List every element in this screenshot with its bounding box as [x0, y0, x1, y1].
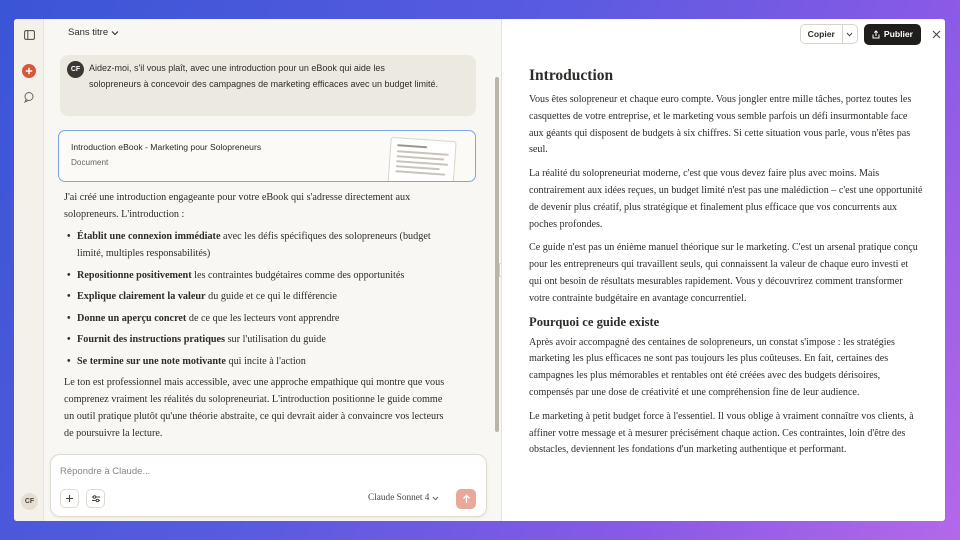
close-icon [932, 30, 941, 39]
user-message-text: Aidez-moi, s'il vous plaît, avec une introduction pour un eBook qui aide les solopreneurs à concevoir des campagnes de marketing efficaces avec un budget limité. [89, 63, 439, 89]
list-item: • Repositionne positivement les contraintes budgétaires comme des opportunités [64, 267, 449, 284]
artifact-thumbnail [387, 137, 456, 182]
chevron-down-icon [432, 496, 439, 501]
close-button[interactable] [929, 27, 943, 41]
document-paragraph: Vous êtes solopreneur et chaque euro compte. Vous jongler entre mille tâches, portez toutes les casquettes de votre entreprise, et le marketing vous semble parfois un défi insurmontable face aux géants qui disposent de budgets à six chiffres. Si cette situation vous parle, vous n'êtes pas seul. [529, 94, 912, 156]
publish-label: Publier [883, 29, 913, 39]
artifact-title: Introduction eBook - Marketing pour Solopreneurs [71, 142, 262, 152]
artifact-card[interactable] [58, 130, 476, 182]
sliders-icon [91, 494, 101, 503]
model-name: Claude Sonnet 4 [368, 493, 430, 503]
share-icon [872, 30, 880, 39]
chat-title: Sans titre [68, 27, 109, 38]
reply-bullet-list [64, 228, 449, 370]
document-paragraph: Après avoir accompagné des centaines de solopreneurs, un constat s'impose : les stratégies marketing les plus efficaces ne sont pas toujours les plus coûteuses. En fait, certaines des campagnes les plus mémorables et rentables ont été créées avec des budgets dérisoires, compensés par une dose de créativité et une compréhension fine de leur audience. [529, 336, 895, 398]
attach-button[interactable] [60, 489, 79, 508]
left-rail [14, 19, 44, 521]
chat-pane [44, 19, 501, 521]
chevron-down-icon [111, 30, 119, 36]
chat-scrollbar[interactable] [495, 77, 499, 432]
document-heading-2: Pourquoi ce guide existe [529, 314, 660, 329]
list-item: • Donne un aperçu concret de ce que les lecteurs vont apprendre [64, 310, 449, 327]
document-paragraph: Ce guide n'est pas un énième manuel théorique sur le marketing. C'est un arsenal pratique conçu pour les entrepreneurs qui travaillent seuls, qui connaissent la valeur de chaque euro investi et qui ont besoin de résultats mesurables rapidement. Vous y découvrirez comment transformer votre contrainte budgétaire en avantage concurrentiel. [529, 242, 918, 304]
document-pane [501, 19, 945, 521]
arrow-up-icon [462, 494, 471, 504]
composer [50, 454, 487, 517]
new-chat-button[interactable] [21, 63, 37, 79]
chats-icon[interactable] [21, 89, 37, 105]
publish-button[interactable] [864, 24, 921, 45]
model-selector[interactable] [368, 493, 439, 503]
reply-input[interactable]: Répondre à Claude... [60, 466, 151, 477]
chat-title-dropdown[interactable] [68, 27, 119, 38]
list-item: • Établit une connexion immédiate avec les défis spécifiques des solopreneurs (budget limité, multiples responsabilités) [64, 228, 449, 262]
copy-group [800, 24, 858, 44]
reply-intro: J'ai créé une introduction engageante pour votre eBook qui s'adresse directement aux solopreneurs. L'introduction : [64, 192, 411, 220]
plus-icon [65, 494, 74, 503]
assistant-reply [64, 189, 449, 447]
document-heading-1: Introduction [529, 67, 614, 84]
copy-options-button[interactable] [842, 25, 857, 43]
copy-button[interactable]: Copier [807, 29, 835, 39]
sidebar-toggle-icon[interactable] [21, 27, 37, 43]
user-avatar: CF [67, 61, 84, 78]
chevron-down-icon [846, 32, 853, 37]
reply-closing: Le ton est professionnel mais accessible, avec une approche empathique qui montre que vous comprenez vraiment les réalités du solopreneuriat. L'introduction positionne le guide comme un outil pratique plutôt qu'une théorie abstraite, ce qui devrait aider à convaincre vos lecteurs de poursuivre la lecture. [64, 377, 445, 439]
tools-button[interactable] [86, 489, 105, 508]
user-message [60, 55, 476, 116]
document-paragraph: La réalité du solopreneuriat moderne, c'est que vous devez faire plus avec moins. Mais contrairement aux idées reçues, un budget limité n'est pas une malédiction – c'est une opportunité de devenir plus créatif, plus stratégique et finalement plus efficace que vos concurrents aux poches profondes. [529, 168, 923, 230]
send-button[interactable] [456, 489, 476, 509]
list-item: • Explique clairement la valeur du guide et ce qui le différencie [64, 288, 449, 305]
document-paragraph: Le marketing à petit budget force à l'essentiel. Il vous oblige à vraiment connaître vos clients, à affiner votre message et à mesurer précisément chaque action. Ces contraintes, loin d'être des obstacles, deviennent les fondations d'un marketing authentique et performant. [529, 410, 914, 456]
list-item: • Se termine sur une note motivante qui incite à l'action [64, 353, 449, 370]
rail-avatar[interactable]: CF [21, 493, 38, 510]
list-item: • Fournit des instructions pratiques sur l'utilisation du guide [64, 331, 449, 348]
document-toolbar [800, 23, 945, 45]
app-window [14, 19, 945, 521]
document-body [529, 67, 923, 466]
artifact-type: Document [71, 158, 109, 167]
